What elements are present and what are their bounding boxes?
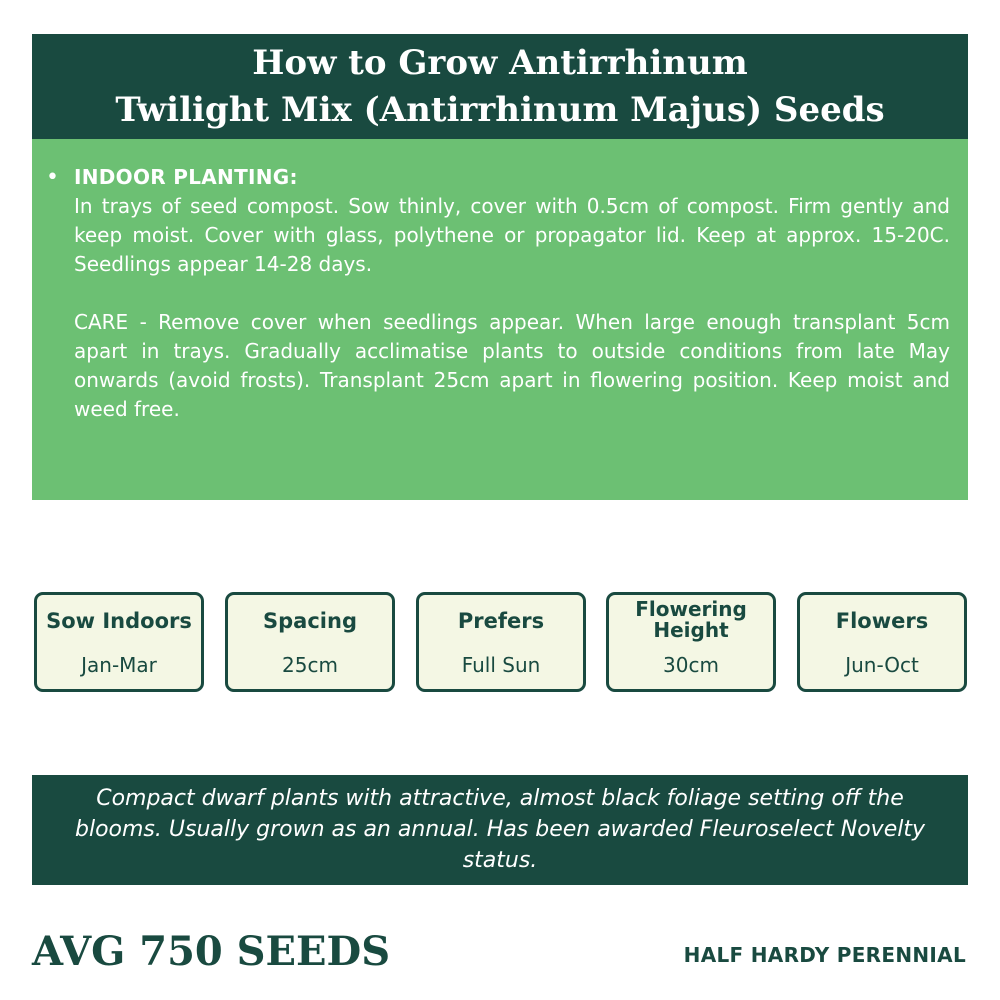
sowing-instructions: In trays of seed compost. Sow thinly, cover with 0.5cm of compost. Firm gently and keep moist. Cover with glass, polythene or propagator lid. Keep at approx. 15-20C. Seedlings appear 14-28 days. [74, 194, 950, 276]
stat-value: Jun-Oct [845, 653, 919, 677]
instructions-panel [32, 139, 968, 500]
care-instructions: CARE - Remove cover when seedlings appear. When large enough transplant 5cm apart in trays. Gradually acclimatise plants to outside conditions from late May onwards (avoid frosts). Transplant 25cm apart in flowering position. Keep moist and weed free. [74, 310, 950, 421]
stat-value: Full Sun [461, 653, 541, 677]
stat-label: Flowering Height [635, 597, 747, 642]
growing-stats [34, 592, 970, 696]
list-item [46, 163, 950, 424]
stat-label: Flowers [835, 609, 929, 633]
stat-card-sow-indoors [34, 592, 204, 692]
indoor-planting-heading: INDOOR PLANTING: [74, 165, 298, 189]
plant-type: HALF HARDY PERENNIAL [683, 943, 966, 967]
stat-value: Jan-Mar [81, 653, 157, 677]
stat-value: 25cm [282, 653, 338, 677]
bullet-dot-icon: • [46, 165, 59, 190]
seed-count: AVG 750 SEEDS [32, 928, 391, 975]
page-title [32, 34, 968, 139]
title-line-2: Twilight Mix (Antirrhinum Majus) Seeds [115, 90, 885, 130]
title-line-1: How to Grow Antirrhinum [252, 43, 748, 83]
stat-label: Prefers [457, 609, 545, 633]
stat-card-spacing [225, 592, 395, 692]
instructions-list [46, 163, 950, 424]
stat-label: Spacing [263, 609, 357, 633]
stat-card-flowers [797, 592, 967, 692]
plant-description: Compact dwarf plants with attractive, almost black foliage setting off the blooms. Usually grown as an annual. Has been awarded Fleuroselect Novelty status. [32, 775, 968, 885]
stat-card-prefers [416, 592, 586, 692]
stat-value: 30cm [663, 653, 719, 677]
stat-label: Sow Indoors [46, 609, 192, 633]
stat-card-flowering-height [606, 592, 776, 692]
